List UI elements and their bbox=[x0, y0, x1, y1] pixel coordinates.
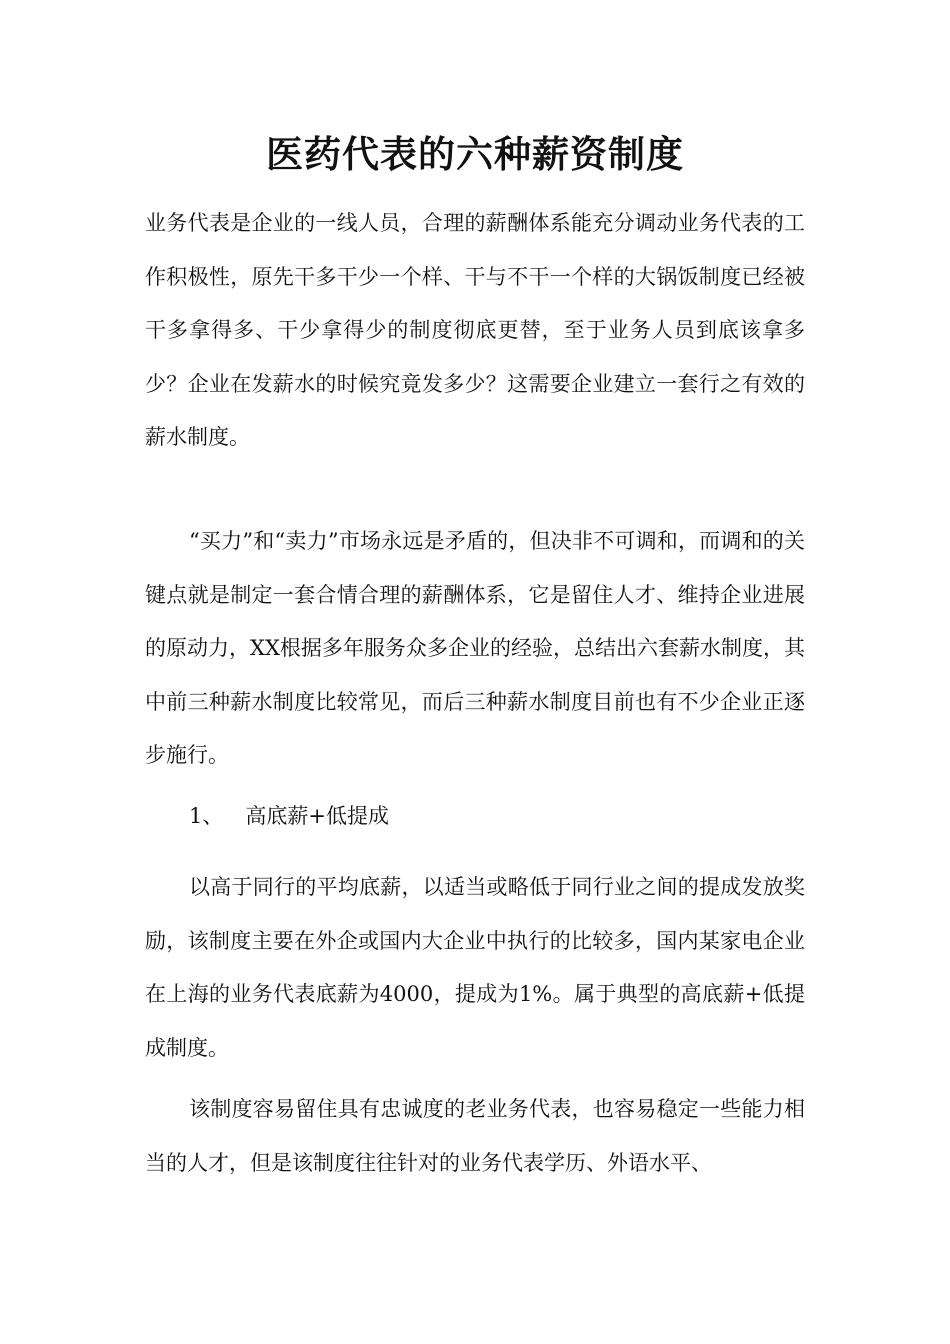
section-number: 1、 bbox=[189, 804, 224, 828]
intro-paragraph: 业务代表是企业的一线人员，合理的薪酬体系能充分调动业务代表的工作积极性，原先干多干少一个样、干与不干一个样的大锅饭制度已经被干多拿得多、干少拿得少的制度彻底更替，至于业务人员到底该拿多少？企业在发薪水的时候究竟发多少？这需要企业建立一套行之有效的薪水制度。 bbox=[145, 211, 805, 449]
section-body-paragraph: 以高于同行的平均底薪，以适当或略低于同行业之间的提成发放奖励，该制度主要在外企或国内大企业中执行的比较多，国内某家电企业在上海的业务代表底薪为4000，提成为1%。属于典型的高底薪+低提成制度。 bbox=[145, 875, 805, 1060]
document-title: 医药代表的六种薪资制度 bbox=[266, 132, 684, 176]
section-analysis-paragraph: 该制度容易留住具有忠诚度的老业务代表，也容易稳定一些能力相当的人才，但是该制度往往针对的业务代表学历、外语水平、 bbox=[145, 1097, 805, 1175]
section-heading-text: 高底薪+低提成 bbox=[245, 804, 389, 828]
context-paragraph: “买力”和“卖力”市场永远是矛盾的，但决非不可调和，而调和的关键点就是制定一套合情合理的薪酬体系，它是留住人才、维持企业进展的原动力，XX根据多年服务众多企业的经验，总结出六套薪水制度，其中前三种薪水制度比较常见，而后三种薪水制度目前也有不少企业正逐步施行。 bbox=[145, 529, 805, 767]
section-heading bbox=[189, 790, 849, 844]
